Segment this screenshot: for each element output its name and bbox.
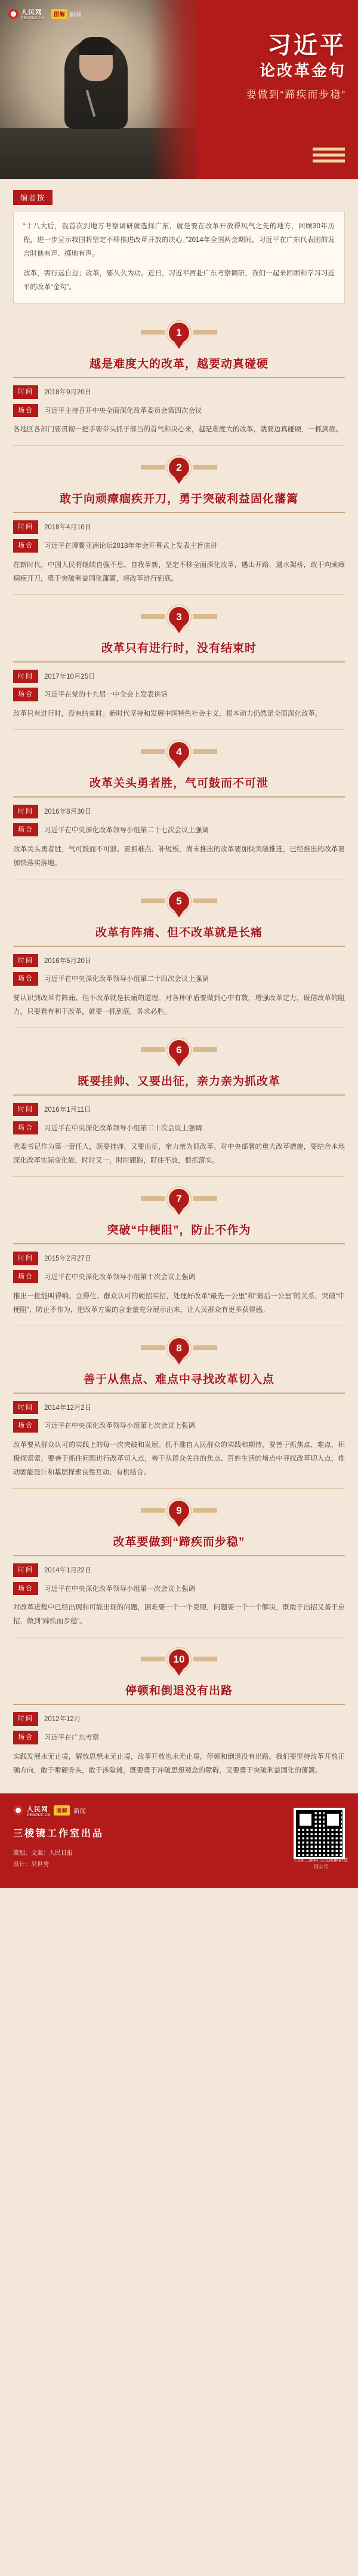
quote-time-row: [13, 1252, 345, 1265]
badge-wing-left: [141, 330, 165, 335]
badge-wing-left: [141, 1345, 165, 1350]
quote-body: 党委书记作为第一责任人，既要挂帅、又要出征，亲力亲为抓改革。对中央部署的重大改革措施，要结合本地深化改革实际变化能，时时又一，时时跟踪，盯住不放，狠抓落实。: [13, 1143, 345, 1165]
title-line-3: 要做到“蹄疾而步稳”: [246, 88, 346, 100]
badge-wing-left: [141, 1508, 165, 1513]
badge-tail: [174, 477, 184, 484]
quote-occasion-row: [13, 539, 345, 553]
quote-occasion-row: [13, 1121, 345, 1135]
time-value: 2014年1月22日: [44, 1567, 92, 1574]
item-number: 9: [169, 1501, 189, 1521]
quote-title: 停顿和倒退没有出路: [125, 1685, 233, 1698]
item-number-badge: [163, 740, 195, 771]
title-rule: [13, 1704, 345, 1705]
photo-gradient-overlay: [149, 0, 215, 179]
quote-time-row: [13, 1563, 345, 1577]
occasion-value: 习近平在中央深化改革领导小组第二十七次会议上强调: [44, 826, 209, 834]
occasion-label: 场合: [13, 404, 38, 418]
quotes-list: [0, 307, 358, 1778]
badge-tail: [174, 1059, 184, 1066]
badge-wing-right: [193, 898, 217, 903]
item-number-badge: [163, 1647, 195, 1678]
quote-occasion-row: [13, 972, 345, 986]
qr-code-pattern: [296, 1810, 342, 1857]
badge-tail: [174, 1208, 184, 1215]
quote-time-row: [13, 520, 345, 534]
item-number: 7: [169, 1189, 189, 1209]
time-value: 2017年10月25日: [44, 673, 95, 680]
quote-item: [13, 1336, 345, 1489]
badge-wing-right: [193, 1196, 217, 1201]
quote-time-row: [13, 385, 345, 399]
badge-wing-right: [193, 1508, 217, 1513]
quote-occasion-row: [13, 404, 345, 418]
footer-tujie-badge: 图解: [54, 1805, 70, 1816]
time-value: 2016年8月30日: [44, 808, 92, 816]
tujie-badge: 图解: [51, 9, 67, 19]
microphone-icon: [86, 90, 96, 116]
quote-item: [13, 1498, 345, 1637]
footer-brand-name: 人民网 PEOPLE.CN: [27, 1805, 51, 1817]
quote-title: 越是难度大的改革，越要动真碰硬: [89, 358, 268, 370]
people-cn-mark-icon: [8, 9, 18, 19]
quote-body: 实践发展永无止境，解放思想永无止境，改革开放也永无止境，停顿和倒退没有出路。我们要坚持改革开放正确方向，敢于啃硬骨头，敢于涉险滩，既要勇于冲破思想观念的障碍，又要勇于突破利益固化的藩篱。: [13, 1753, 345, 1774]
badge-wing-right: [193, 614, 217, 619]
occasion-label: 场合: [13, 972, 38, 986]
people-cn-sub: PEOPLE.CN: [21, 17, 45, 20]
time-value: 2014年12月2日: [44, 1404, 92, 1412]
badge-wing-left: [141, 1657, 165, 1661]
tujie-news-logo[interactable]: [51, 9, 82, 19]
page-footer: [0, 1793, 358, 1888]
item-number-badge: [163, 889, 195, 920]
section-divider: [13, 445, 345, 446]
section-divider: [13, 594, 345, 595]
photo-hair: [78, 37, 115, 55]
hero-banner: [0, 0, 358, 179]
quote-item: [13, 455, 345, 594]
editor-note-label: 编者按: [13, 190, 53, 205]
title-rule: [13, 1094, 345, 1096]
qr-caption: 扫描二维码 关注图解新微信公号: [294, 1857, 348, 1869]
time-label: 时间: [13, 1252, 38, 1265]
time-label: 时间: [13, 805, 38, 818]
badge-wing-right: [193, 1657, 217, 1661]
item-number: 3: [169, 607, 189, 627]
badge-tail: [174, 1520, 184, 1527]
badge-wing-left: [141, 465, 165, 470]
item-number: 5: [169, 891, 189, 912]
quote-body: 在新时代，中国人民将继续自强不息、自我革新，坚定不移全面深化改革，遇山开路，遇水架桥，敢于向顽瘴痼疾开刀，勇于突破利益固化藩篱，将改革进行到底。: [13, 561, 345, 582]
item-number-badge: [163, 320, 195, 351]
item-number: 2: [169, 458, 189, 478]
occasion-label: 场合: [13, 823, 38, 837]
quote-title: 敢于向顽瘴痼疾开刀，勇于突破利益固化藩篱: [59, 493, 298, 506]
time-value: 2018年4月10日: [44, 524, 92, 532]
title-rule: [13, 1243, 345, 1244]
quote-title: 既要挂帅、又要出征，亲力亲为抓改革: [77, 1075, 280, 1088]
occasion-label: 场合: [13, 1731, 38, 1744]
editor-note-body: [13, 211, 345, 303]
footer-tujie-text: 新闻: [73, 1808, 87, 1816]
title-line-2: 论改革金句: [259, 62, 346, 79]
badge-wing-left: [141, 1047, 165, 1052]
quote-title: 改革关头勇者胜，气可鼓而不可泄: [89, 777, 268, 790]
item-number-badge: [163, 1038, 195, 1069]
badge-tail: [174, 910, 184, 918]
quote-title: 改革要做到“蹄疾而步稳”: [113, 1536, 245, 1548]
time-value: 2018年9月20日: [44, 389, 92, 396]
quote-item: [13, 740, 345, 879]
quote-item: [13, 1038, 345, 1177]
item-number-badge: [163, 605, 195, 636]
editor-note-section: [0, 179, 358, 307]
quote-occasion-row: [13, 1731, 345, 1744]
item-number: 8: [169, 1338, 189, 1358]
quote-body: 对改革进程中已经出现和可能出现的问题，困难要一个一个克服，问题要一个一个解决，既敢于出招又善于应招，做到“蹄疾而步稳”。: [13, 1604, 345, 1626]
quote-occasion-row: [13, 1419, 345, 1433]
people-cn-logo[interactable]: [8, 7, 44, 20]
title-line-1: 习近平: [267, 32, 346, 59]
title-rule: [13, 946, 345, 947]
item-number: 1: [169, 323, 189, 343]
quote-occasion-row: [13, 688, 345, 701]
title-rule: [13, 377, 345, 378]
badge-tail: [174, 342, 184, 349]
occasion-value: 习近平在中央深化改革领导小组第一次会议上强调: [44, 1585, 195, 1593]
section-divider: [13, 1176, 345, 1177]
people-cn-name: 人民网 PEOPLE.CN: [21, 9, 45, 20]
occasion-value: 习近平在中央深化改革领导小组第七次会议上强调: [44, 1422, 195, 1430]
badge-tail: [174, 626, 184, 633]
time-value: 2012年12月: [44, 1716, 81, 1724]
badge-wing-left: [141, 1196, 165, 1201]
quote-item: [13, 1647, 345, 1777]
occasion-value: 习近平主持召开中央全面深化改革委员会第四次会议: [44, 407, 202, 415]
footer-brand-sub: PEOPLE.CN: [27, 1813, 51, 1817]
section-divider: [13, 729, 345, 730]
decorative-bars: [313, 148, 345, 162]
quote-body: 改革关头勇者胜，气可鼓而不可泄。要抓难点、补短板，尚未推出的改革要加快突破推进，已经推出的改革要加快落实落地。: [13, 845, 345, 867]
quote-occasion-row: [13, 823, 345, 837]
item-number: 10: [169, 1649, 189, 1670]
item-number-badge: [163, 1498, 195, 1529]
item-number: 6: [169, 1040, 189, 1060]
people-cn-mark-icon: [13, 1805, 23, 1816]
title-rule: [13, 1555, 345, 1556]
time-label: 时间: [13, 670, 38, 683]
site-logo[interactable]: [8, 7, 82, 20]
badge-wing-right: [193, 1345, 217, 1350]
quote-body: 改革要从群众认可的实践上的每一次突破和发展。抓不准自人民群众的实践和期待，要善于抓焦点、难点，积极探索索，要善于抓住问题进行改革切入点，善于从群众关注的焦点、百姓生活的堵点中寻找改革切入点，推动固能设计和基层探索良性互动、有机结合。: [13, 1442, 345, 1476]
item-number: 4: [169, 742, 189, 762]
occasion-label: 场合: [13, 1419, 38, 1433]
quote-title: 改革有阵痛、但不改革就是长痛: [95, 926, 263, 939]
quote-title: 改革只有进行时，没有结束时: [101, 642, 257, 655]
badge-wing-right: [193, 330, 217, 335]
quote-time-row: [13, 1401, 345, 1415]
studio-credit: 三棱镜工作室出品: [13, 1828, 104, 1839]
item-number-badge: [163, 1186, 195, 1218]
title-rule: [13, 661, 345, 663]
title-rule: [13, 1393, 345, 1394]
quote-title: 突破“中梗阻”，防止不作为: [107, 1224, 251, 1237]
quote-item: [13, 605, 345, 730]
item-number-badge: [163, 455, 195, 486]
badge-wing-right: [193, 1047, 217, 1052]
occasion-label: 场合: [13, 1582, 38, 1596]
quote-item: [13, 889, 345, 1028]
quote-time-row: [13, 954, 345, 968]
badge-wing-left: [141, 614, 165, 619]
time-label: 时间: [13, 1563, 38, 1577]
badge-wing-right: [193, 465, 217, 470]
time-label: 时间: [13, 385, 38, 399]
quote-body: 推出一批能叫得响、立得住、群众认可的硬招实招，处理好改革“最先一公里”和“最后一公里”的关系，突破“中梗阻”，防止不作为，把改革方案的含金量充分展示出来，让人民群众有更多获得感。: [13, 1292, 345, 1314]
quote-body: 各地区各部门要贯彻一把手要带头抓于部当的首气和决心来，越是难度大的改革，就要边真碰硬，一抓到底。: [13, 426, 342, 434]
occasion-value: 习近平在中央深化改革领导小组第二十四次会议上强调: [44, 976, 209, 983]
qr-code[interactable]: [294, 1808, 345, 1859]
editor-note-paragraph: 改革，需行远自迩；改革，要久久为功。近日，习近平再赴广东考察调研，我们一起来回顾和学习习近平的改革“金句”。: [23, 270, 335, 291]
occasion-value: 习近平在博鳌亚洲论坛2018年年会开幕式上发表主旨演讲: [44, 542, 218, 550]
occasion-label: 场合: [13, 688, 38, 701]
time-label: 时间: [13, 954, 38, 968]
occasion-value: 习近平在广东考察: [44, 1734, 99, 1742]
time-value: 2015年2月27日: [44, 1255, 92, 1263]
time-label: 时间: [13, 520, 38, 534]
time-label: 时间: [13, 1712, 38, 1726]
occasion-value: 习近平在中央深化改革领导小组第二十次会议上强调: [44, 1124, 202, 1132]
title-rule: [13, 796, 345, 798]
badge-tail: [174, 1357, 184, 1364]
badge-wing-left: [141, 898, 165, 903]
badge-tail: [174, 761, 184, 768]
quote-occasion-row: [13, 1270, 345, 1284]
occasion-value: 习近平在中央深化改革领导小组第十次会议上强调: [44, 1273, 195, 1281]
quote-time-row: [13, 670, 345, 683]
quote-item: [13, 320, 345, 446]
occasion-label: 场合: [13, 1121, 38, 1135]
quote-occasion-row: [13, 1582, 345, 1596]
editor-note-paragraph: “十八大后，我首次到地方考察调研就选择广东，就是要在改革开放得风气之先的地方，回顾30年历程，进一步宣示我国将坚定不移推进改革开放的决心。”2014年全国两会期间，习近平在广东代表团的发言时他有声、掷地有声。: [23, 223, 335, 257]
quote-title: 善于从焦点、难点中寻找改革切入点: [83, 1373, 274, 1386]
quote-item: [13, 1186, 345, 1326]
time-value: 2016年1月11日: [44, 1106, 91, 1114]
title-rule: [13, 512, 345, 513]
time-label: 时间: [13, 1401, 38, 1415]
quote-body: 要认识到改革有阵痛、但不改革就是长痛的道理。对各种矛盾要做到心中有数，增强改革定力，既信改革的阻力，只要看有利于改革，就要一抓到底，务求必胜。: [13, 994, 345, 1016]
credit-planning: 策划、文案：人民日报: [13, 1850, 73, 1857]
quote-time-row: [13, 805, 345, 818]
item-number-badge: [163, 1336, 195, 1367]
time-value: 2016年5月20日: [44, 957, 92, 965]
page-title: [246, 32, 346, 101]
occasion-label: 场合: [13, 539, 38, 553]
quote-time-row: [13, 1712, 345, 1726]
badge-tail: [174, 1669, 184, 1676]
tujie-text: 新闻: [69, 11, 82, 19]
badge-wing-left: [141, 749, 165, 754]
credit-design: 设计：吴世秀: [13, 1861, 49, 1868]
occasion-value: 习近平在党的十九届一中全会上发表讲话: [44, 691, 168, 699]
badge-wing-right: [193, 749, 217, 754]
time-label: 时间: [13, 1103, 38, 1117]
quote-body: 改革只有进行时，没有结束时。新时代坚持和发展中国特色社会主义，根本动力仍然是全面深化改革。: [13, 710, 322, 718]
quote-time-row: [13, 1103, 345, 1117]
section-divider: [13, 1488, 345, 1489]
occasion-label: 场合: [13, 1270, 38, 1284]
